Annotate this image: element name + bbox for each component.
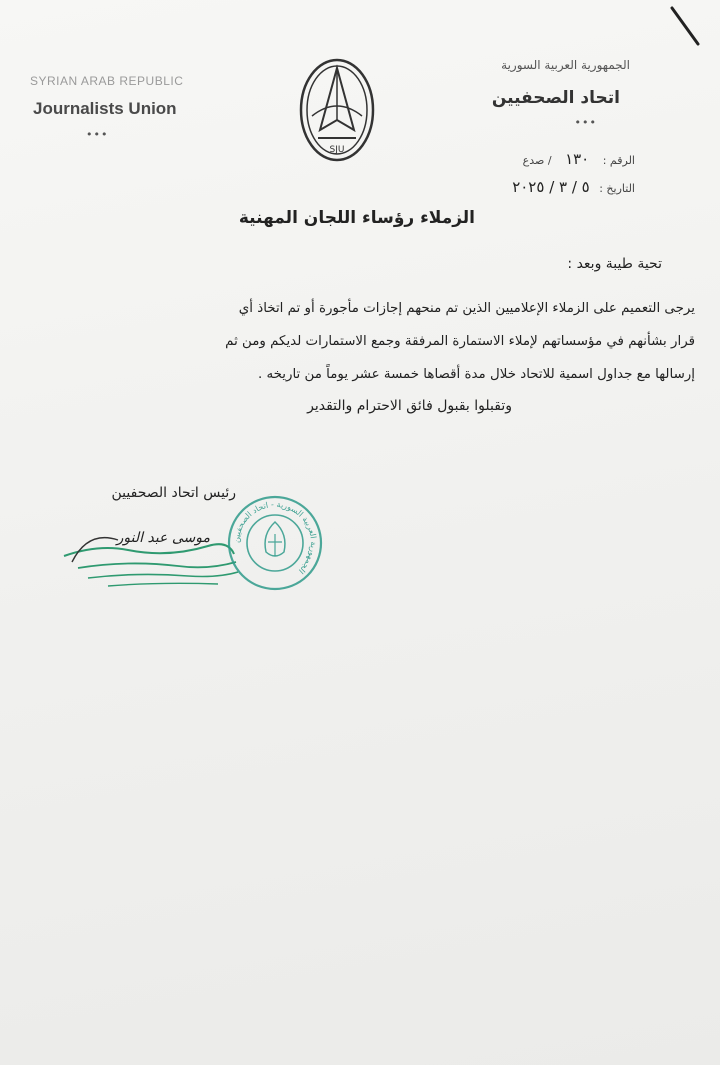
stamp-text: الجمهورية العربية السورية - اتحاد الصحفيين <box>231 499 319 576</box>
pen-mark <box>668 4 704 48</box>
reference-number-row <box>523 150 635 168</box>
date-label: التاريخ : <box>599 182 635 195</box>
date-row <box>506 178 635 196</box>
signatory-name: موسى عبد النور <box>116 530 210 546</box>
reference-value: ١٣٠ <box>565 150 590 168</box>
reference-suffix: / صدع <box>522 154 552 167</box>
date-value: ٥ / ٣ / ٢٠٢٥ <box>512 178 590 196</box>
body-line: إرسالها مع جداول اسمية للاتحاد خلال مدة أقصاها خمسة عشر يوماً من تاريخه . <box>257 367 695 382</box>
official-stamp <box>226 494 324 592</box>
english-ornament: ••• <box>86 128 109 141</box>
reference-label: الرقم : <box>602 154 635 167</box>
union-logo <box>296 56 378 168</box>
english-union-name: Journalists Union <box>33 99 177 118</box>
letter-body <box>20 292 695 391</box>
letter-greeting: تحية طيبة وبعد : <box>567 256 662 272</box>
letter-closing: وتقبلوا بقبول فائق الاحترام والتقدير <box>307 398 512 414</box>
signatory-title: رئيس اتحاد الصحفيين <box>111 485 236 501</box>
body-line: يرجى التعميم على الزملاء الإعلاميين الذين تم منحهم إجازات مأجورة أو تم اتخاذ أي <box>238 301 695 316</box>
body-line: قرار بشأنهم في مؤسساتهم لإملاء الاستمارة المرفقة وجمع الاستمارات لديكم ومن ثم <box>225 334 695 349</box>
logo-text: SJU <box>329 145 345 155</box>
arabic-union-name: اتحاد الصحفيين <box>491 88 620 108</box>
letter-salutation: الزملاء رؤساء اللجان المهنية <box>238 208 475 228</box>
arabic-ornament: ••• <box>574 116 597 129</box>
english-country-name: SYRIAN ARAB REPUBLIC <box>30 74 184 88</box>
arabic-country-name: الجمهورية العربية السورية <box>501 58 630 72</box>
